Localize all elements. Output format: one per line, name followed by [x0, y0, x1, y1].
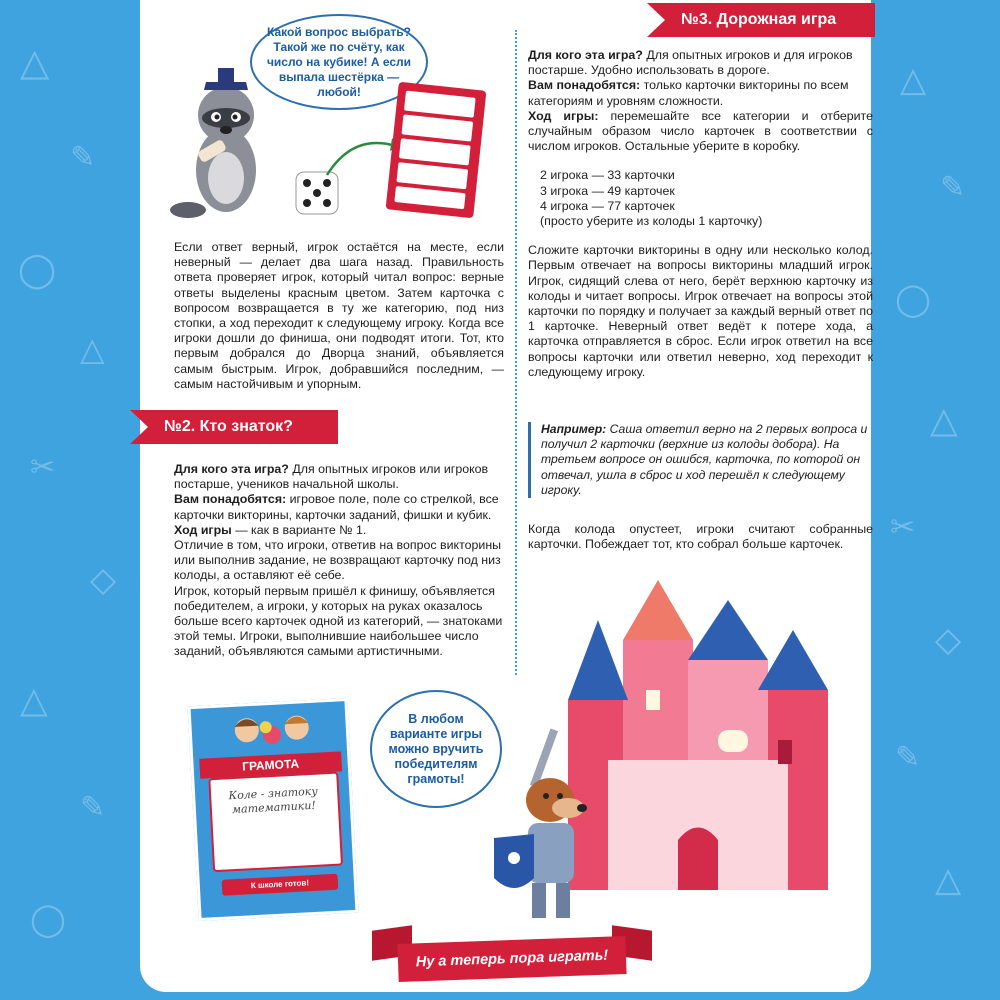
- section2-need-text: игровое поле, поле со стрелкой, все карточки викторины, карточки заданий, фишки и кубик.: [174, 492, 499, 522]
- certificate-handwriting: Коле - знатоку математики!: [228, 784, 319, 817]
- certificate-band: К школе готов!: [222, 874, 339, 896]
- certificate-inner: [208, 772, 343, 873]
- bottom-banner: [397, 936, 626, 982]
- list-item: 4 игрока — 77 карточек: [540, 198, 675, 213]
- section3-ribbon: [665, 3, 875, 37]
- column-divider: [515, 30, 517, 675]
- dog-speech-bubble: [370, 690, 502, 808]
- section2-for-whom-text: Для опытных игроков или игроков постарше, учеников начальной школы.: [174, 462, 489, 492]
- bottom-banner-text: Ну а теперь пора играть!: [415, 947, 609, 971]
- children-icon: [221, 708, 323, 757]
- section2-ribbon: [148, 410, 338, 444]
- section3-move-label: Ход игры:: [528, 108, 599, 123]
- section3-for-whom-label: Для кого эта игра?: [528, 48, 643, 62]
- example-label: Например:: [541, 422, 607, 436]
- section2-for-whom-label: Для кого эта игра?: [174, 462, 289, 476]
- section3-body: [528, 48, 873, 380]
- section3-need-label: Вам понадобятся:: [528, 78, 641, 93]
- section2-title: №2. Кто знаток?: [164, 418, 293, 435]
- intro-paragraph: Если ответ верный, игрок остаётся на месте, если неверный — делает два шага назад. Правильность ответа проверяет игрок, который читал вопрос: верные ответы выделены красным цветом. Затем карточка с вопросом возвращается в ту же категорию, под низ стопки, а ход переходит к следующему игроку. Когда все игроки дошли до финиша, они подводят итоги. Тот, кто первым добрался до Дворца знаний, объявляется самым быстрым. Игрок, добравшийся последним, — самым настойчивым и упорным.: [174, 240, 504, 391]
- raccoon-bubble-text: Какой вопрос выбрать? Такой же по счёту, как число на кубике! А если выпала шестёрка — любой!: [266, 24, 412, 99]
- section3-paragraph-1: Сложите карточки викторины в одну или несколько колод. Первым отвечает на вопросы викторины младший игрок. Игрок, сидящий слева от него, берёт верхнюю карточку из колоды и читает вопросы. Игрок отвечает на вопросы этой карточки по порядку и получает за каждый верный ответ по 1 карточке. Неверный ответ ведёт к потере хода, а карточка отправляется в сброс. Если игрок ответил на все вопросы карточки или ответил неверно, ход переходит к следующему игроку.: [528, 243, 873, 379]
- section3-title: №3. Дорожная игра: [681, 11, 837, 28]
- list-item: (просто уберите из колоды 1 карточку): [540, 214, 763, 229]
- section3-paragraph-2: Когда колода опустеет, игроки считают собранные карточки. Побеждает тот, кто собрал больше карточек.: [528, 522, 873, 552]
- section2-move-text: — как в варианте № 1.: [231, 522, 367, 537]
- list-item: 2 игрока — 33 карточки: [540, 168, 675, 183]
- example-text: Саша ответил верно на 2 первых вопроса и получил 2 карточки (верхние из колоды добора). На третьем вопросе он ошибся, карточка, по которой он отвечал, ушла в сброс и ход перешёл к следующему игроку.: [541, 422, 868, 497]
- background-doodle-pattern: △ ✎ ◯ △ ✂ ◇ △ ✎ ◯ △ ✎ ◯ △ ✂ ◇ ✎ △: [18, 40, 966, 938]
- section2-paragraph-1: Отличие в том, что игроки, ответив на вопрос викторины или выполнив задание, не возвращают карточку под низ колоды, а оставляют её себе.: [174, 538, 502, 583]
- certificate-image: [187, 698, 358, 921]
- section2-move-label: Ход игры: [174, 522, 232, 537]
- list-item: 3 игрока — 49 карточек: [540, 183, 675, 198]
- section3-for-whom-text: Для опытных игроков и для игроков постарше. Удобно использовать в дороге.: [528, 48, 853, 78]
- dog-knight-illustration: [488, 728, 618, 928]
- section3-move-text: перемешайте все категории и отберите случайным образом число карточек в соответствии с числом игроков. Остальные уберите в коробку.: [528, 108, 873, 154]
- section2-paragraph-2: Игрок, который первым пришёл к финишу, объявляется победителем, а игроки, у которых на руках оказалось больше всего карточек одной из категорий, — знатоками этой темы. Игроки, выполнившие наибольшее число заданий, объявляются самыми артистичными.: [174, 583, 503, 659]
- section2-body: [174, 462, 509, 660]
- certificate-title: ГРАМОТА: [199, 751, 342, 778]
- section3-need-text: только карточки викторины по всем категориям и уровням сложности.: [528, 78, 849, 108]
- example-note: [528, 422, 886, 498]
- quiz-card-image: [386, 82, 487, 218]
- section2-need-label: Вам понадобятся:: [174, 492, 287, 507]
- dog-bubble-text: В любом варианте игры можно вручить победителям грамоты!: [388, 711, 484, 786]
